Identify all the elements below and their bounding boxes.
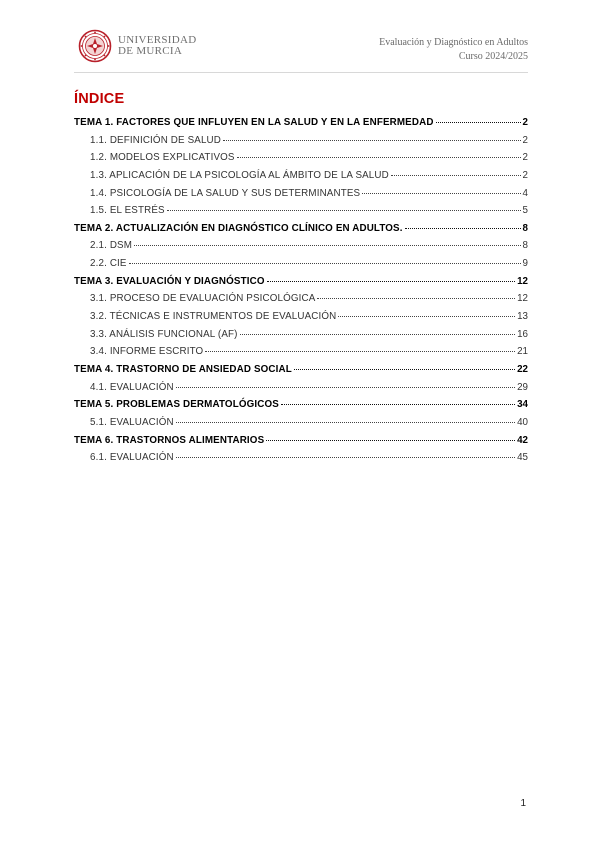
toc-section-entry[interactable] [74, 382, 528, 400]
toc-dot-leader [223, 140, 521, 141]
toc-entry-page: 8 [522, 240, 528, 252]
toc-entry-page: 5 [522, 205, 528, 217]
toc-entry-page: 9 [522, 258, 528, 270]
toc-chapter-entry[interactable] [74, 223, 528, 241]
toc-dot-leader [176, 422, 515, 423]
toc-section-entry[interactable] [74, 258, 528, 276]
toc-entry-page: 13 [517, 311, 528, 323]
toc-entry-label: TEMA 5. PROBLEMAS DERMATOLÓGICOS [74, 399, 279, 411]
toc-entry-page: 12 [517, 275, 528, 287]
toc-entry-label: 1.4. PSICOLOGÍA DE LA SALUD Y SUS DETERMINANTES [90, 187, 361, 199]
toc-section-entry[interactable] [74, 417, 528, 435]
toc-entry-page: 21 [517, 346, 528, 358]
toc-entry-page: 4 [522, 187, 528, 199]
toc-section-entry[interactable] [74, 240, 528, 258]
toc-chapter-entry[interactable] [74, 399, 528, 417]
university-seal-icon [78, 29, 112, 63]
header-divider [74, 72, 528, 73]
toc-dot-leader [167, 210, 521, 211]
toc-entry-page: 2 [522, 152, 528, 164]
toc-chapter-entry[interactable] [74, 435, 528, 453]
toc-dot-leader [436, 122, 521, 123]
toc-section-entry[interactable] [74, 135, 528, 153]
toc-entry-label: 5.1. EVALUACIÓN [90, 416, 174, 428]
toc-entry-label: 6.1. EVALUACIÓN [90, 452, 174, 464]
university-name [118, 35, 196, 57]
university-name-line1: UNIVERSIDAD [118, 34, 197, 46]
toc-entry-label: 1.1. DEFINICIÓN DE SALUD [90, 134, 221, 146]
toc-dot-leader [405, 228, 521, 229]
toc-entry-page: 2 [522, 134, 528, 146]
toc-dot-leader [294, 369, 515, 370]
toc-entry-page: 8 [522, 222, 528, 234]
toc-dot-leader [237, 157, 521, 158]
toc-entry-page: 45 [517, 452, 528, 464]
course-title: Evaluación y Diagnóstico en Adultos [379, 37, 528, 48]
toc-chapter-entry[interactable] [74, 276, 528, 294]
toc-entry-label: 1.2. MODELOS EXPLICATIVOS [90, 152, 235, 164]
course-info [379, 36, 528, 64]
toc-section-entry[interactable] [74, 205, 528, 223]
toc-entry-label: TEMA 6. TRASTORNOS ALIMENTARIOS [74, 434, 265, 446]
toc-dot-leader [176, 387, 515, 388]
toc-entry-page: 22 [517, 363, 528, 375]
toc-section-entry[interactable] [74, 293, 528, 311]
toc-dot-leader [240, 334, 516, 335]
toc-entry-page: 42 [517, 434, 528, 446]
toc-entry-page: 2 [522, 117, 528, 128]
toc-section-entry[interactable] [74, 152, 528, 170]
page-header [0, 0, 600, 80]
toc-entry-label: TEMA 2. ACTUALIZACIÓN EN DIAGNÓSTICO CLÍNICO EN ADULTOS. [74, 222, 403, 234]
toc-entry-page: 29 [517, 381, 528, 393]
university-logo [78, 28, 196, 64]
toc-dot-leader [362, 193, 520, 194]
toc-entry-page: 2 [522, 169, 528, 181]
toc-entry-label: 4.1. EVALUACIÓN [90, 381, 174, 393]
toc-entry-label: 3.3. ANÁLISIS FUNCIONAL (AF) [90, 328, 238, 340]
university-name-line2: DE MURCIA [118, 45, 183, 57]
toc-dot-leader [317, 298, 515, 299]
toc-entry-label: 3.2. TÉCNICAS E INSTRUMENTOS DE EVALUACIÓN [90, 311, 337, 323]
toc-section-entry[interactable] [74, 329, 528, 347]
toc-dot-leader [176, 457, 515, 458]
course-year: Curso 2024/2025 [458, 51, 528, 62]
toc-dot-leader [338, 316, 515, 317]
toc-dot-leader [391, 175, 521, 176]
toc-section-entry[interactable] [74, 188, 528, 206]
toc-entry-label: 2.2. CIE [90, 258, 127, 270]
toc-entry-page: 34 [517, 399, 528, 411]
toc-entry-page: 16 [517, 328, 528, 340]
toc-chapter-entry[interactable] [74, 364, 528, 382]
toc-entry-label: 2.1. DSM [90, 240, 133, 252]
toc-dot-leader [205, 351, 515, 352]
page-number: 1 [520, 798, 526, 809]
toc-chapter-entry[interactable] [74, 117, 528, 135]
toc-section-entry[interactable] [74, 311, 528, 329]
toc-entry-label: 3.1. PROCESO DE EVALUACIÓN PSICOLÓGICA [90, 293, 316, 305]
toc-dot-leader [134, 245, 521, 246]
toc-entry-label: TEMA 3. EVALUACIÓN Y DIAGNÓSTICO [74, 275, 265, 287]
toc-dot-leader [266, 440, 515, 441]
toc-entry-page: 40 [517, 416, 528, 428]
table-of-contents [74, 117, 528, 470]
toc-entry-label: 1.5. EL ESTRÉS [90, 205, 165, 217]
toc-dot-leader [281, 404, 515, 405]
toc-dot-leader [267, 281, 515, 282]
toc-entry-page: 12 [517, 293, 528, 305]
toc-title: ÍNDICE [74, 91, 125, 107]
toc-entry-label: 1.3. APLICACIÓN DE LA PSICOLOGÍA AL ÁMBITO DE LA SALUD [90, 169, 389, 181]
toc-entry-label: 3.4. INFORME ESCRITO [90, 346, 204, 358]
toc-section-entry[interactable] [74, 452, 528, 470]
toc-section-entry[interactable] [74, 170, 528, 188]
toc-dot-leader [129, 263, 521, 264]
toc-entry-label: TEMA 4. TRASTORNO DE ANSIEDAD SOCIAL [74, 363, 292, 375]
toc-entry-label: TEMA 1. FACTORES QUE INFLUYEN EN LA SALUD Y EN LA ENFERMEDAD [74, 117, 434, 128]
toc-section-entry[interactable] [74, 346, 528, 364]
